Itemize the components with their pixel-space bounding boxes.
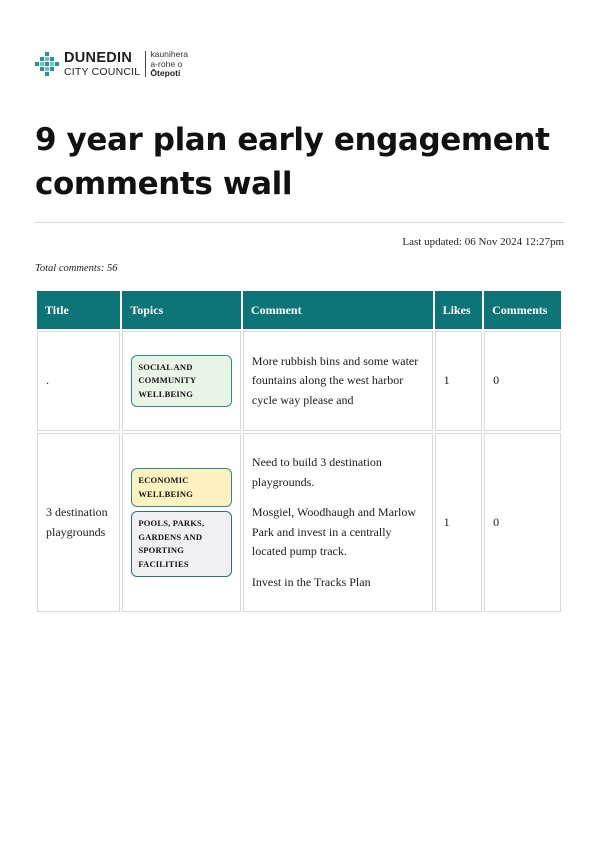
row-comment-count: 0: [484, 331, 561, 431]
topic-tag[interactable]: POOLS, PARKS, GARDENS AND SPORTING FACILITIES: [131, 511, 232, 577]
comment-text: Invest in the Tracks Plan: [251, 574, 371, 589]
last-updated: Last updated: 06 Nov 2024 12:27pm: [402, 236, 564, 248]
row-comment: [243, 433, 433, 612]
row-topics: [122, 331, 241, 431]
row-comment-count: 0: [484, 433, 561, 612]
column-header-comment: Comment: [243, 291, 433, 329]
column-header-title: Title: [37, 291, 120, 329]
topic-tag[interactable]: ECONOMIC WELLBEING: [131, 468, 232, 507]
comment-text: Mosgiel, Woodhaugh and Marlow Park and invest in a centrally located pump track.: [251, 505, 417, 558]
logo-divider: [145, 51, 146, 77]
comment-text: Need to build 3 destination playgrounds.: [251, 455, 382, 489]
table-row: [37, 331, 561, 431]
dunedin-logo-icon: [34, 51, 60, 77]
row-title: .: [37, 331, 120, 431]
row-likes: 1: [435, 331, 482, 431]
logo-name-line1: DUNEDIN: [64, 49, 133, 66]
council-logo: [34, 50, 188, 79]
table-row: [37, 433, 561, 612]
row-likes: 1: [435, 433, 482, 612]
logo-maori-line3: Ōtepoti: [150, 68, 181, 78]
logo-wordmark: [64, 51, 140, 78]
page-title: 9 year plan early engagement comments wall: [35, 122, 550, 202]
logo-maori-line2: a-rohe o: [150, 58, 183, 69]
row-comment: [243, 331, 433, 431]
logo-maori-name: [150, 50, 188, 79]
column-header-topics: Topics: [122, 291, 241, 329]
column-header-likes: Likes: [435, 291, 482, 329]
comments-table: [35, 289, 563, 614]
title-divider: [35, 222, 564, 223]
logo-name-line2: CITY COUNCIL: [64, 66, 141, 79]
topic-tag[interactable]: SOCIAL AND COMMUNITY WELLBEING: [131, 355, 232, 408]
row-topics: [122, 433, 241, 612]
column-header-comments: Comments: [484, 291, 561, 329]
comment-text: More rubbish bins and some water fountains along the west harbor cycle way please and: [251, 353, 419, 407]
logo-maori-line1: kaunihera: [150, 49, 189, 59]
table-header-row: [37, 291, 561, 329]
total-comments: Total comments: 56: [35, 263, 118, 274]
row-title: 3 destination playgrounds: [37, 433, 120, 612]
